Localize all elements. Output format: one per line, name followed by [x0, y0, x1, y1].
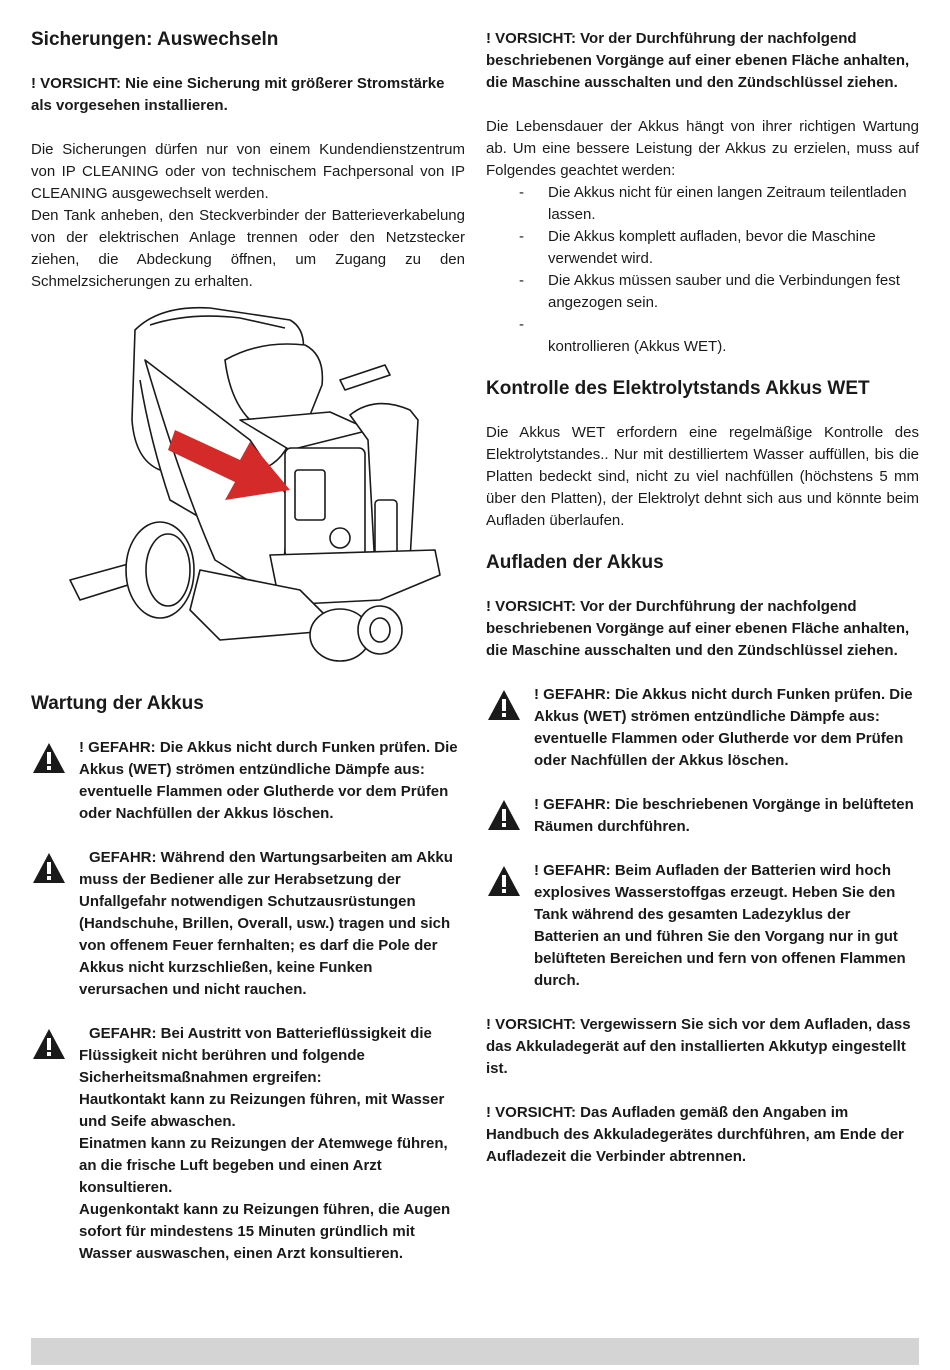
danger-text-3c: Einatmen kann zu Reizungen der Atemwege führen, an die frische Luft begeben und einen Arzt konsultieren.	[79, 1135, 448, 1196]
fuses-paragraph-2: Den Tank anheben, den Steckverbinder der Batterieverkabelung von der elektrischen Anlage trennen oder den Netzstecker ziehen, die Abdeckung öffnen, um Zugang zu den Schmelzsicherungen zu erhalten.	[31, 207, 465, 290]
caution-notice-4: ! VORSICHT: Das Aufladen gemäß den Angaben im Handbuch des Akkuladegerätes durchführen, am Ende der Aufladezeit die Verbinder abtrennen.	[486, 1104, 904, 1165]
charging-heading: Aufladen der Akkus	[486, 552, 664, 573]
warning-triangle-icon	[486, 798, 522, 834]
danger-notice-5	[486, 794, 919, 838]
danger-text-2: GEFAHR: Während den Wartungsarbeiten am Akku muss der Bediener alle zur Herabsetzung der Unfallgefahr notwendigen Schutzausrüstungen (Handschuhe, Brillen, Overall, usw.) tragen und sich von offenem Feuer fernhalten; es darf die Pole der Akkus nicht kurzschließen, keine Funken verursachen und nicht rauchen.	[79, 849, 453, 998]
battery-life-intro: Die Lebensdauer der Akkus hängt von ihrer richtigen Wartung ab. Um eine bessere Leistung der Akkus zu erzielen, muss auf Folgendes geachtet werden:	[486, 118, 919, 179]
warning-triangle-icon	[31, 1027, 67, 1063]
list-item: - kontrollieren (Akkus WET).	[519, 316, 727, 355]
danger-notice-2	[31, 847, 465, 1001]
danger-text-3d: Augenkontakt kann zu Reizungen führen, die Augen sofort für mindestens 15 Minuten gründlich mit Wasser auswaschen, einen Arzt konsultieren.	[79, 1201, 451, 1262]
caution-notice-1: ! VORSICHT: Vor der Durchführung der nachfolgend beschriebenen Vorgänge auf einer ebenen Fläche anhalten, die Maschine ausschalten und den Zündschlüssel ziehen.	[486, 30, 910, 91]
left-column	[31, 28, 465, 293]
warning-triangle-icon	[486, 688, 522, 724]
list-item: - Die Akkus müssen sauber und die Verbindungen fest angezogen sein.	[519, 272, 900, 311]
danger-notice-6	[486, 860, 919, 992]
battery-maintenance-section	[31, 692, 465, 1265]
caution-notice-2: ! VORSICHT: Vor der Durchführung der nachfolgend beschriebenen Vorgänge auf einer ebenen Fläche anhalten, die Maschine ausschalten und den Zündschlüssel ziehen.	[486, 598, 910, 659]
warning-triangle-icon	[31, 851, 67, 887]
battery-care-list	[486, 182, 919, 358]
danger-text-3a: GEFAHR: Bei Austritt von Batterieflüssigkeit die Flüssigkeit nicht berühren und folgende Sicherheitsmaßnahmen ergreifen:	[79, 1025, 432, 1086]
danger-notice-1	[31, 737, 465, 825]
battery-heading: Wartung der Akkus	[31, 693, 204, 714]
scrubber-machine-illustration	[40, 300, 460, 670]
list-item: - Die Akkus komplett aufladen, bevor die Maschine verwendet wird.	[519, 228, 876, 267]
electrolyte-text: Die Akkus WET erfordern eine regelmäßige Kontrolle des Elektrolytstandes.. Nur mit destilliertem Wasser auffüllen, bis die Platten bedeckt sind, nicht zu viel nachfüllen (höchstens 5 mm über den Platten), der Elektrolyt dehnt sich aus und könnte beim Aufladen überlaufen.	[486, 424, 919, 529]
danger-notice-4	[486, 684, 919, 772]
warning-triangle-icon	[486, 864, 522, 900]
warning-triangle-icon	[31, 741, 67, 777]
danger-text-1: ! GEFAHR: Die Akkus nicht durch Funken prüfen. Die Akkus (WET) strömen entzündliche Dämpfe aus: eventuelle Flammen oder Glutherde vor dem Prüfen oder Nachfüllen der Akkus löschen.	[79, 739, 458, 822]
fuses-paragraph-1: Die Sicherungen dürfen nur von einem Kundendienstzentrum von IP CLEANING oder von technischem Fachpersonal von IP CLEANING ausgewechselt werden.	[31, 141, 465, 202]
danger-notice-3	[31, 1023, 465, 1265]
right-column	[486, 28, 919, 1168]
danger-text-4: ! GEFAHR: Die Akkus nicht durch Funken prüfen. Die Akkus (WET) strömen entzündliche Dämpfe aus: eventuelle Flammen oder Glutherde vor dem Prüfen oder Nachfüllen der Akkus löschen.	[534, 686, 913, 769]
electrolyte-heading: Kontrolle des Elektrolytstands Akkus WET	[486, 378, 870, 399]
danger-text-3b: Hautkontakt kann zu Reizungen führen, mit Wasser und Seife abwaschen.	[79, 1091, 445, 1130]
caution-notice-3: ! VORSICHT: Vergewissern Sie sich vor dem Aufladen, dass das Akkuladegerät auf den installierten Akkutyp eingestellt ist.	[486, 1016, 911, 1077]
footer-bar	[31, 1338, 919, 1365]
list-item: - Die Akkus nicht für einen langen Zeitraum teilentladen lassen.	[519, 184, 907, 223]
fuses-caution: ! VORSICHT: Nie eine Sicherung mit größerer Stromstärke als vorgesehen installieren.	[31, 75, 445, 114]
danger-text-6: ! GEFAHR: Beim Aufladen der Batterien wird hoch explosives Wasserstoffgas erzeugt. Heben Sie den Tank während des gesamten Ladezyklus der Batterien an und führen Sie den Vorgang nur in gut belüfteten Bereichen und fern von offenen Flammen durch.	[534, 862, 906, 989]
fuses-heading: Sicherungen: Auswechseln	[31, 29, 279, 50]
danger-text-5: ! GEFAHR: Die beschriebenen Vorgänge in belüfteten Räumen durchführen.	[534, 796, 914, 835]
